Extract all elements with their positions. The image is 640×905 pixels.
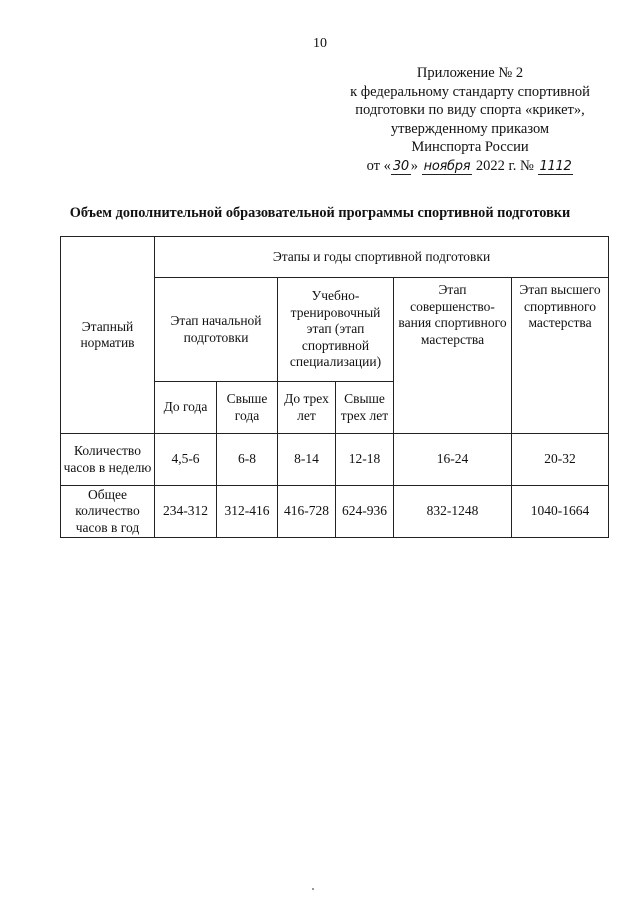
row-label: Общее количество часов в год bbox=[61, 486, 155, 538]
table-cell: 6-8 bbox=[217, 434, 278, 486]
sub-header-training-1: До трех лет bbox=[278, 382, 336, 434]
document-title: Объем дополнительной образовательной программы спортивной подготовки bbox=[69, 205, 571, 221]
table-cell: 234-312 bbox=[155, 486, 217, 538]
scan-speck bbox=[312, 888, 314, 890]
col-header-norm: Этапный норматив bbox=[61, 237, 155, 434]
table-cell: 1040-1664 bbox=[512, 486, 609, 538]
page-number: 10 bbox=[313, 36, 327, 51]
handwritten-day: 30 bbox=[392, 158, 409, 174]
handwritten-month: ноября bbox=[423, 158, 471, 174]
sub-header-training-2: Свыше трех лет bbox=[336, 382, 394, 434]
table-cell: 832-1248 bbox=[394, 486, 512, 538]
table-cell: 20-32 bbox=[512, 434, 609, 486]
sub-header-initial-2: Свыше года bbox=[217, 382, 278, 434]
date-year: 2022 г. № bbox=[475, 157, 534, 174]
appendix-line-4: утвержденному приказом bbox=[390, 120, 550, 137]
table-row bbox=[61, 434, 609, 486]
appendix-line-2: к федеральному стандарту спортивной bbox=[350, 83, 590, 100]
table-cell: 416-728 bbox=[278, 486, 336, 538]
stage-header-improvement: Этап совершенство-вания спортивного мастерства bbox=[394, 278, 512, 434]
appendix-line-1: Приложение № 2 bbox=[416, 65, 524, 81]
date-mid: » bbox=[410, 157, 419, 174]
program-volume-table bbox=[60, 236, 609, 538]
stage-header-higher: Этап высшего спортивного мастерства bbox=[512, 278, 609, 434]
table-cell: 16-24 bbox=[394, 434, 512, 486]
table-header-row-1 bbox=[61, 237, 609, 278]
date-prefix: от « bbox=[366, 157, 391, 174]
table-cell: 4,5-6 bbox=[155, 434, 217, 486]
table-cell: 624-936 bbox=[336, 486, 394, 538]
stage-header-training: Учебно-тренировочный этап (этап спортивной специализации) bbox=[278, 278, 394, 382]
col-header-stages-group: Этапы и годы спортивной подготовки bbox=[155, 237, 609, 278]
row-label: Количество часов в неделю bbox=[61, 434, 155, 486]
handwritten-order-number: 1112 bbox=[539, 158, 572, 174]
appendix-line-5: Минспорта России bbox=[411, 139, 529, 156]
order-date-line bbox=[330, 157, 610, 177]
sub-header-initial-1: До года bbox=[155, 382, 217, 434]
table-cell: 312-416 bbox=[217, 486, 278, 538]
table-cell: 8-14 bbox=[278, 434, 336, 486]
table-cell: 12-18 bbox=[336, 434, 394, 486]
stage-header-initial: Этап начальной подготовки bbox=[155, 278, 278, 382]
appendix-line-3: подготовки по виду спорта «крикет», bbox=[355, 102, 585, 119]
table-row bbox=[61, 486, 609, 538]
appendix-header bbox=[330, 64, 610, 177]
